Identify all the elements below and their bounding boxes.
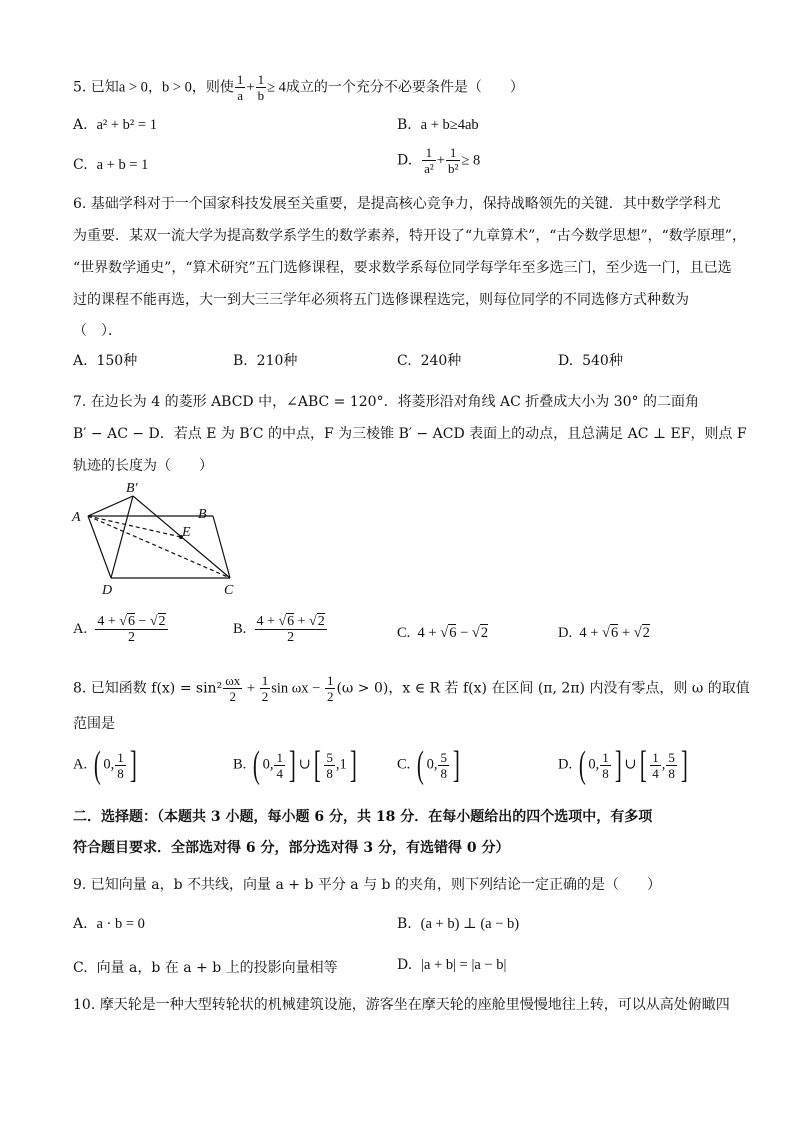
option-text: 210种 (256, 353, 298, 369)
label-e: E (182, 525, 191, 540)
q7b-frac: $\frac{4 + √6 + √2}{2}$ (256, 614, 325, 645)
q8-option-c[interactable]: C. ( 0, $\frac{5}{8}$ ] (397, 744, 460, 786)
edge-ab-prime (88, 496, 133, 516)
segment-ae (88, 516, 181, 537)
option-label: B. (233, 756, 247, 773)
q5-ineq-tail: ≥ 4 (267, 79, 286, 96)
q6-line-4: 过的课程不能再选，大一到大三三学年必须将五门选修课程选完，则每位同学的不同选修方式种数为 (73, 292, 689, 308)
q5-cond-a: a > 0 (118, 79, 148, 96)
frac-den: 2 (287, 630, 295, 645)
frac-part: 2 (158, 614, 166, 629)
expr-part: 2 (642, 625, 650, 641)
option-label: A. (73, 620, 88, 637)
label-b: B (198, 507, 207, 522)
opt-pre: 0, (426, 756, 438, 773)
section-2-heading-line-1: 二．选择题：（本题共 3 小题，每小题 6 分，共 18 分．在每小题给出的四个选项中，有多项 (73, 809, 653, 825)
option-label: B. (233, 353, 248, 369)
frac-part: 6 (287, 614, 295, 629)
label-b-prime: B′ (126, 481, 138, 496)
q5-stem-c: ，则使 (191, 79, 234, 96)
q8-line-2: 范围是 (73, 716, 115, 732)
frac-part: 4 + (97, 614, 120, 629)
option-text: 540种 (582, 353, 623, 369)
q5-stem: 5. 已知a > 0，b > 0，则使 $\frac{1}{a}$ + $\frac{1}{b}$ ≥ 4成立的一个充分不必要条件是（ ） (73, 72, 524, 103)
expr-part: 4 + (417, 625, 441, 641)
q5d-frac-b: $\frac{1}{\text{b²}}$ (447, 145, 459, 176)
q9-option-a[interactable] (73, 916, 145, 933)
edge-b-prime-d (111, 496, 133, 578)
expr-part: 6 (449, 625, 457, 641)
q6-line-2: 为重要．某双一流大学为提高数学系学生的数学素养，特开设了“九章算术”，“古今数学思想”，“数学原理”， (73, 228, 746, 244)
option-label: C. (397, 353, 412, 369)
q6-option-c[interactable] (397, 350, 461, 370)
opt-post: ,1 (335, 756, 347, 773)
opt-pre: 0, (103, 756, 115, 773)
q9-stem: 9. 已知向量 a，b 不共线，向量 a + b 平分 a 与 b 的夹角，则下列结论一定正确的是（ ） (73, 877, 661, 893)
expr-part: 6 (611, 625, 619, 641)
opt-union: ∪ (298, 756, 311, 773)
q7-line-3: 轨迹的长度为（ ） (73, 458, 213, 474)
option-label: B. (397, 916, 412, 932)
option-label: A. (73, 117, 88, 133)
q7-option-d[interactable]: D. 4 + √6 + √2 (558, 625, 650, 641)
q7-option-b[interactable] (233, 614, 328, 645)
frac-part: 2 (317, 614, 325, 629)
option-text: a + b = 1 (96, 157, 149, 173)
q6-option-b[interactable] (233, 350, 297, 370)
q6-option-a[interactable] (73, 350, 137, 370)
q5-option-b[interactable] (397, 117, 479, 134)
expr-part: − (456, 625, 472, 641)
opt-pre: 0, (588, 756, 600, 773)
q8-frac-3: $\frac{1}{2}$ (326, 673, 334, 704)
q5-frac-1a: $\frac{1}{a}$ (236, 72, 244, 103)
opt-pre: 0, (262, 756, 274, 773)
q8-option-a[interactable]: A. ( 0, $\frac{1}{8}$ ] (73, 744, 137, 786)
option-text: (a + b) ⊥ (a − b) (420, 916, 520, 932)
option-text: a + b≥4ab (420, 117, 479, 133)
option-label: D. (397, 957, 413, 973)
q8-stem-b: (ω > 0)，x ∈ R 若 f(x) 在区间 (π, 2π) 内没有零点，则 ω 的取值 (336, 680, 750, 697)
expr-part: 4 + (579, 625, 603, 641)
option-label: D. (558, 353, 574, 369)
option-text: 240种 (420, 353, 462, 369)
option-label: C. (73, 157, 88, 173)
edge-ad (88, 516, 111, 578)
q6-option-d[interactable] (558, 350, 623, 370)
q5-stem-d: 成立的一个充分不必要条件是（ ） (285, 79, 524, 96)
option-label: D. (558, 756, 573, 773)
label-a: A (72, 510, 81, 525)
q6-line-1: 6. 基础学科对于一个国家科技发展至关重要，是提高核心竞争力，保持战略领先的关键．其中数学学科尤 (73, 196, 721, 212)
q5-frac-1b: $\frac{1}{b}$ (257, 72, 265, 103)
option-text: ≥ 8 (461, 152, 481, 169)
q8-option-b[interactable]: B. ( 0, $\frac{1}{4}$ ] ∪[ $\frac{5}{8}$ ,1] (233, 744, 357, 786)
expr-part: 2 (480, 625, 489, 641)
q8-plus: + (243, 680, 259, 697)
q10-stem: 10. 摩天轮是一种大型转轮状的机械建筑设施，游客坐在摩天轮的座舱里慢慢地往上转，可以从高处俯瞰四 (73, 997, 730, 1013)
q5-stem-a: 5. 已知 (73, 79, 119, 96)
q5d-frac-a: $\frac{1}{\text{a²}}$ (424, 145, 434, 176)
frac-part: + (294, 614, 310, 629)
q9-option-b[interactable] (397, 916, 519, 933)
q7-option-a[interactable] (73, 614, 169, 645)
option-text: |a + b| = |a − b| (421, 957, 507, 973)
rhombus-fold-figure (68, 478, 253, 600)
frac-part: − (134, 614, 150, 629)
q8-mid: sin ωx − (271, 680, 324, 697)
option-label: A. (73, 916, 88, 932)
q5-cond-b: b > 0 (161, 79, 192, 96)
q7-line-1: 7. 在边长为 4 的菱形 ABCD 中，∠ABC = 120°．将菱形沿对角线 AC 折叠成大小为 30° 的二面角 (73, 394, 699, 410)
option-label: C. (397, 756, 411, 773)
option-label: A. (73, 353, 88, 369)
option-text: a · b = 0 (96, 916, 145, 932)
frac-den: 2 (127, 630, 135, 645)
q5-stem-b: ， (147, 79, 162, 96)
q8-option-d[interactable]: D. ( 0, $\frac{1}{8}$ ] ∪[ $\frac{1}{4}$ , $\frac{5}{8}$ ] (558, 744, 688, 786)
option-label: B. (397, 117, 412, 133)
edge-bc (213, 516, 230, 578)
option-label: C. (73, 960, 88, 976)
option-text: 150种 (96, 353, 138, 369)
q7-line-2: B′ − AC − D．若点 E 为 B′C 的中点，F 为三棱锥 B′ − ACD 表面上的动点，且总满足 AC ⊥ EF，则点 F (73, 426, 747, 442)
q9-option-c[interactable] (73, 957, 338, 977)
frac-part: 4 + (256, 614, 279, 629)
label-d: D (102, 583, 113, 598)
label-c: C (224, 583, 234, 598)
option-label: C. (397, 625, 411, 641)
opt-union: ∪ (624, 756, 637, 773)
q6-line-5: （ ）． (73, 323, 122, 339)
q6-line-3: “世界数学通史”，“算术研究”五门选修课程，要求数学系每位同学每学年至多选三门，至少选一门，且已选 (73, 260, 732, 276)
q9-option-d[interactable] (397, 957, 506, 974)
option-label: D. (558, 625, 573, 641)
option-label: B. (233, 620, 247, 637)
q5-option-c[interactable] (73, 157, 148, 174)
option-label: D. (397, 152, 413, 169)
option-label: A. (73, 756, 88, 773)
q8-stem (73, 673, 750, 704)
q8-frac-1: $\frac{\omega x}{2}$ (225, 673, 241, 704)
q8-stem-a: 8. 已知函数 f(x) = sin² (73, 680, 223, 697)
q7a-frac: $\frac{4 + √6 - √2}{2}$ (97, 614, 166, 645)
section-2-heading-line-2: 符合题目要求．全部选对得 6 分，部分选对得 3 分，有选错得 0 分） (73, 840, 510, 856)
q8-frac-2: $\frac{1}{2}$ (261, 673, 269, 704)
option-text: a² + b² = 1 (96, 117, 157, 133)
diagonal-ac (88, 516, 230, 578)
q5-option-d[interactable]: D. $\frac{1}{\text{a²}}$ + $\frac{1}{\text{b²}}$ ≥ 8 (397, 145, 481, 176)
q7-option-c[interactable]: C. 4 + √6 − √2 (397, 625, 489, 641)
frac-part: 6 (127, 614, 135, 629)
option-text: 向量 a，b 在 a + b 上的投影向量相等 (96, 960, 338, 976)
q5-option-a[interactable] (73, 117, 157, 134)
expr-part: + (618, 625, 634, 641)
